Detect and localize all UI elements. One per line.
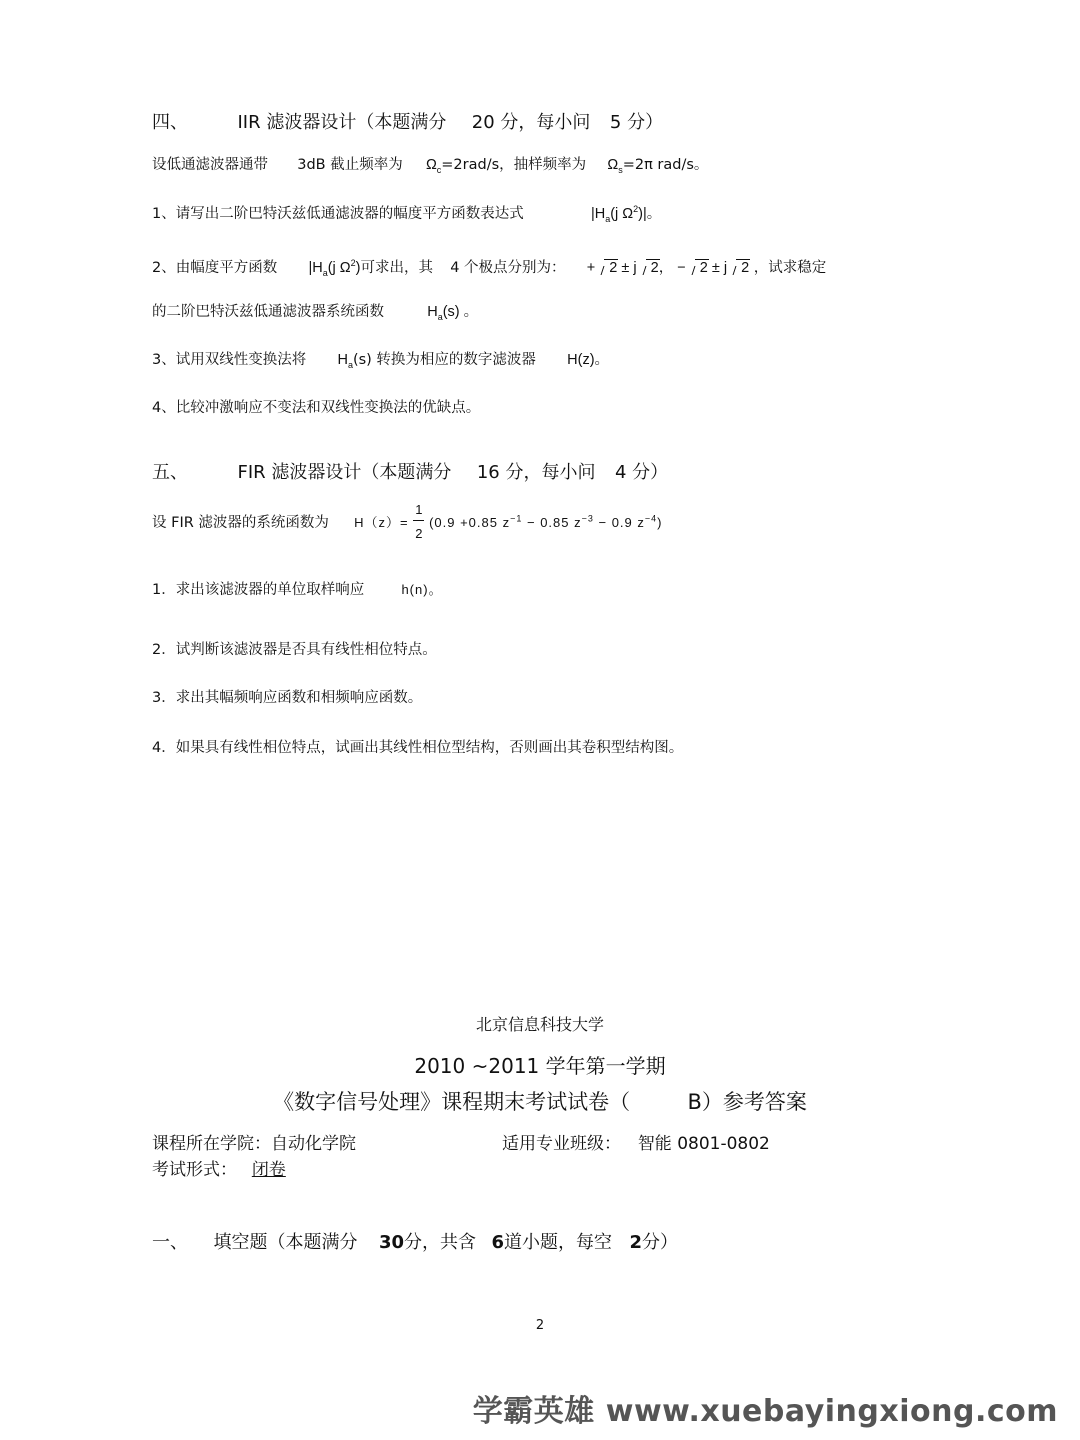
- section5-title-b: 4 分）: [614, 462, 669, 483]
- section1-title-b: 分，共含: [404, 1232, 476, 1253]
- major-label: 适用专业班级：: [502, 1134, 621, 1154]
- exam-form-value: 闭卷: [251, 1160, 286, 1180]
- section1-score: 30: [378, 1232, 404, 1253]
- academic-term: 2010 ~2011 学年第一学期: [414, 1054, 666, 1078]
- section5-q1: [152, 578, 443, 599]
- poles-expression: + 2 ± j 2， − 2 ± j 2: [586, 260, 750, 276]
- exam-title-a: 《数字信号处理》课程期末考试试卷（: [273, 1090, 631, 1114]
- section5-intro-line: [152, 503, 662, 540]
- school-name: 北京信息科技大学: [475, 1015, 604, 1034]
- section4-q2-line2: [152, 300, 478, 322]
- section4-number: 四、: [152, 112, 188, 133]
- section4-title-score: 20 分，每小问: [471, 112, 591, 133]
- exam-title-b: B）参考答案: [687, 1090, 807, 1114]
- section1-title-d: 分）: [642, 1232, 678, 1253]
- h-n: h(n)。: [401, 582, 443, 597]
- section4-q2-a: 2、由幅度平方函数: [152, 260, 278, 276]
- section5-heading: [152, 458, 668, 484]
- section4-intro: [152, 153, 708, 175]
- section1-title-c: 道小题，每空: [504, 1232, 612, 1253]
- watermark: 学霸英雄 www.xuebayingxiong.com: [472, 1394, 1058, 1429]
- half-fraction: $\frac{1}{2}$: [415, 502, 423, 541]
- exam-title: [0, 1086, 1080, 1116]
- section4-q2-line2-a: 的二阶巴特沃兹低通滤波器系统函数: [152, 304, 384, 320]
- section5-title-a: FIR 滤波器设计（本题满分: [237, 462, 452, 483]
- omega-c: $\Omega_c$: [425, 157, 442, 175]
- major-value: 智能 0801-0802: [637, 1134, 770, 1154]
- section4-q1: [152, 202, 661, 224]
- ha-s: $H_a(s)$ 。: [427, 304, 479, 322]
- section5-q1-a: 1．求出该滤波器的单位取样响应: [152, 582, 365, 598]
- page-number: 2: [535, 1318, 545, 1333]
- section5-q3: 3．求出其幅频响应函数和相频响应函数。: [152, 690, 423, 706]
- section4-intro-d: =2rad/s，抽样频率为: [441, 157, 587, 173]
- section4-q3-c: (s) 转换为相应的数字滤波器: [352, 352, 536, 368]
- section1-each: 2: [629, 1232, 642, 1253]
- magnitude-square-expr-2: $|H_a(j$ $\Omega^2$)可求出，其: [308, 258, 433, 278]
- exam-form-label: 考试形式：: [152, 1160, 237, 1180]
- section1-number: 一、: [152, 1232, 188, 1253]
- transfer-function-rhs: (0.9 +0.85 $z^{-1} - 0.85$ $z^{-3} - 0.9$ $z^{-4}$): [429, 513, 663, 530]
- h-z: H(z)。: [567, 352, 610, 368]
- magnitude-square-expr: $|H_a(j$ $\Omega^2)|$。: [590, 204, 662, 224]
- section4-q3-a: 3、试用双线性变换法将: [152, 352, 307, 368]
- section5-q2: 2．试判断该滤波器是否具有线性相位特点。: [152, 642, 437, 658]
- section4-q1-text: 1、请写出二阶巴特沃兹低通滤波器的幅度平方函数表达式: [152, 206, 524, 222]
- section4-intro-a: 设低通滤波器通带: [152, 157, 268, 173]
- section4-intro-f: =2π rad/s。: [622, 157, 709, 173]
- section5-number: 五、: [152, 462, 188, 483]
- transfer-function-lhs: H（z）=: [354, 515, 409, 530]
- section5-q4: 4．如果具有线性相位特点，试画出其线性相位型结构，否则画出其卷积型结构图。: [152, 740, 684, 756]
- section4-q2: [152, 256, 826, 278]
- section4-intro-b: 3dB 截止频率为: [297, 157, 403, 173]
- section4-q2-b: 4 个极点分别为：: [450, 260, 566, 276]
- section4-q4: 4、比较冲激响应不变法和双线性变换法的优缺点。: [152, 400, 481, 416]
- college-label: 课程所在学院：自动化学院: [152, 1134, 356, 1154]
- ha-s-2: $H_a$: [337, 352, 353, 370]
- major-class: [502, 1129, 770, 1154]
- section5-title-score: 16 分，每小问: [476, 462, 596, 483]
- exam-form: [152, 1155, 286, 1180]
- section1-title-a: 填空题（本题满分: [213, 1232, 358, 1253]
- section4-q2-c: ，试求稳定: [753, 260, 827, 276]
- section4-heading: [152, 108, 663, 134]
- section4-title-b: 5 分）: [609, 112, 664, 133]
- omega-s: $\Omega_s$: [607, 157, 623, 175]
- section5-intro: 设 FIR 滤波器的系统函数为: [152, 515, 329, 531]
- section4-title-a: IIR 滤波器设计（本题满分: [237, 112, 447, 133]
- section4-q3: [152, 348, 609, 370]
- section1-heading: [152, 1228, 678, 1254]
- section1-count: 6: [491, 1232, 504, 1253]
